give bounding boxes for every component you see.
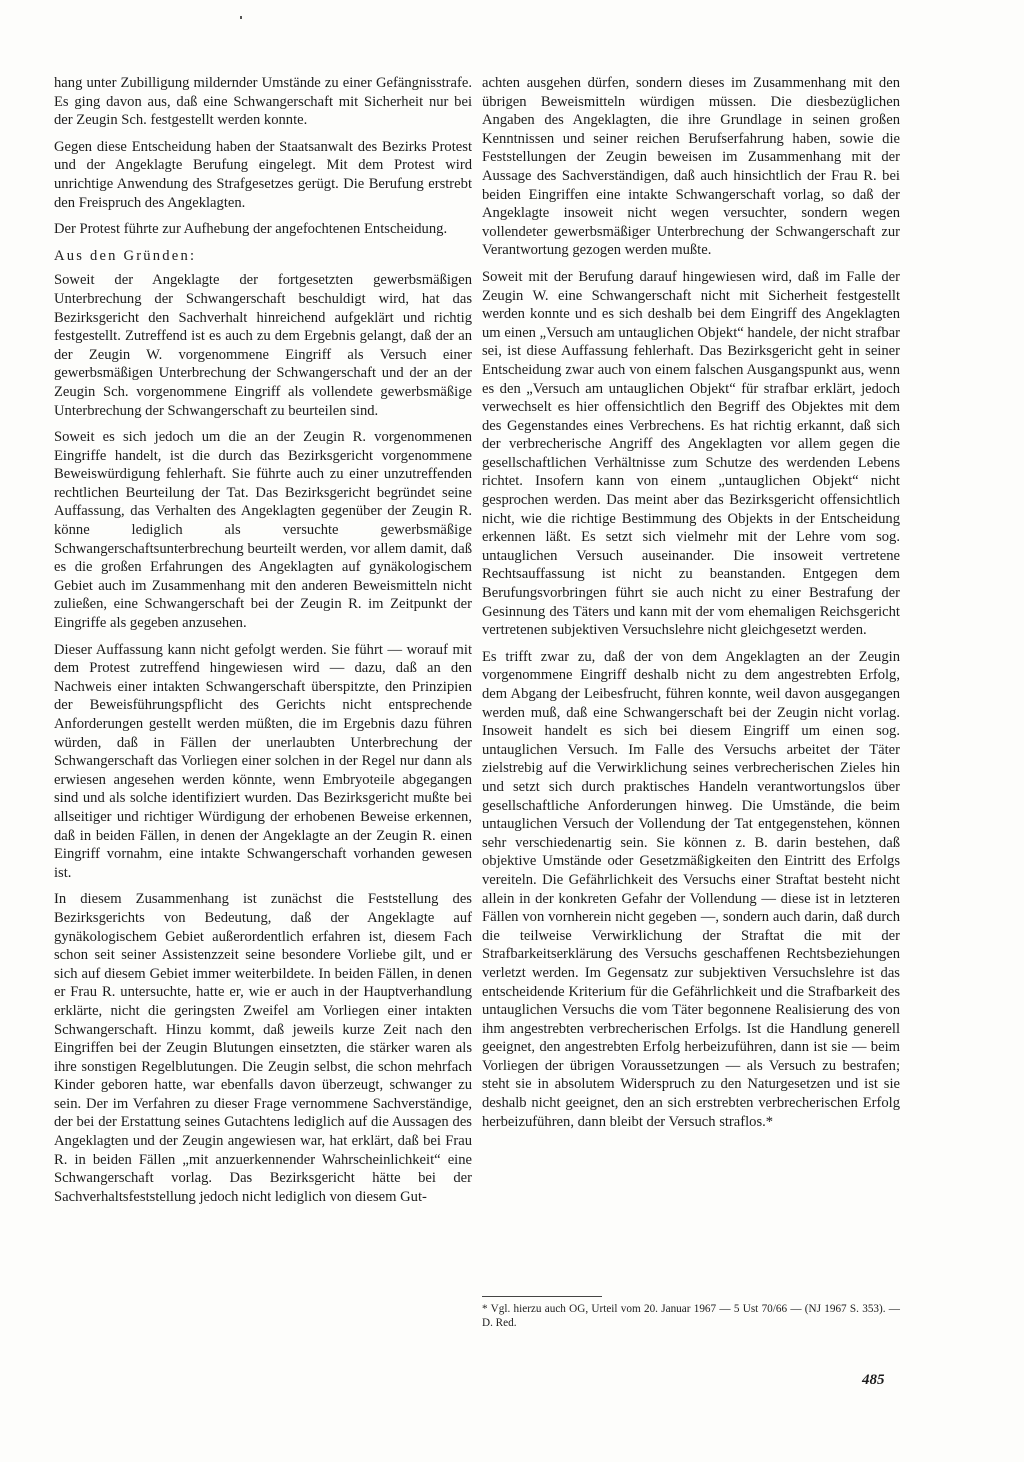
section-heading: Aus den Gründen: bbox=[54, 247, 197, 264]
paragraph: hang unter Zubilligung mildernder Umstände zu einer Gefängnisstrafe. Es ging davon aus, daß eine Schwangerschaft mit Sicherheit nur bei der Zeugin Sch. festgestellt werden konnte. bbox=[54, 75, 472, 129]
footnote: * Vgl. hierzu auch OG, Urteil vom 20. Januar 1967 — 5 Ust 70/66 — (NJ 1967 S. 353). — D. Red. bbox=[482, 1303, 900, 1329]
footnote-divider bbox=[482, 1296, 602, 1297]
paragraph: Der Protest führte zur Aufhebung der angefochtenen Entscheidung. bbox=[54, 221, 448, 238]
paragraph: achten ausgehen dürfen, sondern dieses im Zusammenhang mit den übrigen Beweismitteln würdigen müssen. Die diesbezüglichen Angaben des Angeklagten, die ihre Grundlage in seinen großen Kenntnissen und seiner reichen Berufserfahrung haben, sowie die Feststellungen der Zeugin beweisen im Zusammenhang mit der Aussage des Sachverständigen, daß auch hinsichtlich der Frau R. bei beiden Eingriffen eine intakte Schwangerschaft vorlag, so daß der Angeklagte insoweit nicht wegen versuchter, sondern wegen vollendeter gewerbsmäßiger Unterbrechung der Schwangerschaft zur Verantwortung gezogen werden mußte. bbox=[482, 75, 900, 259]
print-speck bbox=[240, 16, 242, 19]
paragraph: In diesem Zusammenhang ist zunächst die Feststellung des Bezirksgerichts von Bedeutung, daß der Angeklagte auf gynäkologischem Gebiet außerordentlich erfahren ist, diesem Fach schon seit seiner Assistenzzeit seine besondere Vorliebe gilt, und er sich auf diesem Gebiet immer weiterbildete. In beiden Fällen, in denen er Frau R. untersuchte, hatte er, wie er auch in der Hauptverhandlung erklärte, nicht die geringsten Zweifel am Vorliegen einer intakten Schwangerschaft. Hinzu kommt, daß jeweils kurze Zeit nach den Eingriffen bei der Zeugin Blutungen einsetzten, die stärker waren als ihre sonstigen Regelblutungen. Die Zeugin selbst, die schon mehrfach Kinder geboren hatte, war ebenfalls davon überzeugt, schwanger zu sein. Der im Verfahren zu dieser Frage vernommene Sachverständige, der bei der Erstattung seines Gutachtens lediglich auf die Aussagen des Angeklagten und der Zeugin angewiesen war, hat erklärt, daß bei Frau R. in beiden Fällen „mit anzuerkennender Wahrscheinlichkeit“ eine Schwangerschaft vorlag. Das Bezirksgericht hätte bei der Sachverhaltsfeststellung jedoch nicht lediglich von diesem Gut- bbox=[54, 891, 472, 1205]
left-column bbox=[54, 74, 472, 1214]
paragraph: Soweit es sich jedoch um die an der Zeugin R. vorgenommenen Eingriffe handelt, ist die durch das Bezirksgericht vorgenommene Beweiswürdigung fehlerhaft. Sie führte auch zu einer unzutreffenden rechtlichen Beurteilung der Tat. Das Bezirksgericht begründet seine Auffassung, das Verhalten des Angeklagten gegenüber der Zeugin R. könne lediglich als versuchte gewerbsmäßige Schwangerschaftsunterbrechung beurteilt werden, vor allem damit, daß es die großen Erfahrungen des Angeklagten auf gynäkologischem Gebiet auch im Zusammenhang mit den anderen Beweismitteln nicht zuließen, eine Schwangerschaft bei der Zeugin R. im Zeitpunkt der Eingriffe als gegeben anzusehen. bbox=[54, 429, 472, 632]
paragraph: Dieser Auffassung kann nicht gefolgt werden. Sie führt — worauf mit dem Protest zutreffend hingewiesen wird — dazu, daß an den Nachweis einer intakten Schwangerschaft überspitzte, den Prinzipien der Beweisführungspflicht des Gerichts nicht entsprechende Anforderungen gestellt werden müßten, die im Ergebnis dazu führen würden, daß in Fällen der unerlaubten Unterbrechung der Schwangerschaft das Vorliegen einer solchen in der Regel nur dann als erwiesen angesehen werden könnte, wenn Embryoteile abgegangen sind und als solche identifiziert wurden. Das Bezirksgericht mußte bei allseitiger und richtiger Würdigung der erhobenen Beweise erkennen, daß in beiden Fällen, in denen der Angeklagte an der Zeugin R. einen Eingriff vornahm, eine intakte Schwangerschaft vorhanden gewesen ist. bbox=[54, 641, 472, 881]
paragraph: Soweit mit der Berufung darauf hingewiesen wird, daß im Falle der Zeugin W. eine Schwangerschaft nicht mit Sicherheit festgestellt werden konnte und es sich deshalb bei dem Eingriff des Angeklagten um einen „Versuch am untauglichen Objekt“ handele, der nicht strafbar sei, ist diese Auffassung fehlerhaft. Das Bezirksgericht geht in seiner Entscheidung zwar auch von einem falschen Ausgangspunkt aus, wenn es den „Versuch am untauglichen Objekt“ für strafbar erklärt, jedoch verwechselt es hier offensichtlich den Begriff des Objektes mit dem des Gegenstandes eines Verbrechens. Es hat richtig erkannt, daß sich der verbrecherische Angriff des Angeklagten vor allem gegen die gesellschaftlichen Verhältnisse zum Schutze des werdenden Lebens richtet. Insofern kann von einem „untauglichen Objekt“ nicht gesprochen werden. Das meint aber das Bezirksgericht offensichtlich nicht, wie die richtige Bestimmung des Objekts in der Entscheidung erkennen läßt. Es setzt sich vielmehr mit der Lehre vom sog. untauglichen Versuch auseinander. Die insoweit vertretene Rechtsauffassung ist nicht zu beanstanden. Entgegen dem Berufungsvorbringen führt sie auch nicht zu einer Bestrafung der Gesinnung des Täters und kann mit der vom ehemaligen Reichsgericht vertretenen subjektiven Versuchslehre nicht gleichgesetzt werden. bbox=[482, 268, 900, 639]
page-number: 485 bbox=[862, 1372, 885, 1388]
paragraph: Soweit der Angeklagte der fortgesetzten gewerbsmäßigen Unterbrechung der Schwangerschaft beschuldigt wird, hat das Bezirksgericht den Sachverhalt hinreichend aufgeklärt und richtig festgestellt. Zutreffend ist es auch zu dem Ergebnis gelangt, daß der an der Zeugin W. vorgenommene Eingriff als Versuch einer gewerbsmäßigen Unterbrechung der Schwangerschaft und der an der Zeugin Sch. vorgenommene Eingriff als vollendete gewerbsmäßige Unterbrechung der Schwangerschaft zu beurteilen sind. bbox=[54, 272, 472, 419]
right-column bbox=[482, 74, 900, 1139]
paragraph: Es trifft zwar zu, daß der von dem Angeklagten an der Zeugin vorgenommene Eingriff deshalb nicht zu dem angestrebten Erfolg, dem Abgang der Leibesfrucht, führen konnte, weil davon ausgegangen werden muß, daß eine Schwangerschaft bei der Zeugin nicht vorlag. Insoweit handelt es sich bei diesem Eingriff um einen sog. untauglichen Versuch. Im Falle des Versuchs arbeitet der Täter zielstrebig auf die Verwirklichung seines verbrecherischen Zieles hin und setzt sich durch praktisches Handeln verantwortungslos über gesellschaftliche Anforderungen hinweg. Die Umstände, die beim untauglichen Versuch der Vollendung der Tat entgegenstehen, können sehr verschiedenartig sein. Sie können z. B. darin bestehen, daß objektive Umstände oder Gesetzmäßigkeiten den Eintritt des Erfolgs vereiteln. Die Gefährlichkeit des Versuchs einer Straftat besteht nicht allein in der konkreten Gefahr der Vollendung — diese ist in letzteren Fällen von vornherein nicht gegeben —, sondern auch darin, daß durch die teilweise Verwirklichung der Straftat die mit der Strafbarkeitserklärung des Versuchs geschaffenen Rechtsbeziehungen verletzt werden. Im Gegensatz zur subjektiven Versuchslehre ist das entscheidende Kriterium für die Gefährlichkeit und die Strafbarkeit des untauglichen Versuchs die vom Täter begonnene Realisierung des von ihm angestrebten verbrecherischen Erfolgs. Ist die Handlung generell geeignet, den angestrebten Erfolg herbeizuführen, dann ist sie — beim Vorliegen der übrigen Voraussetzungen — als Versuch zu bestrafen; steht sie in absolutem Widerspruch zu den Naturgesetzen und ist sie deshalb nicht geeignet, den an sich erstrebten verbrecherischen Erfolg herbeizuführen, dann bleibt der Versuch straflos.* bbox=[482, 648, 900, 1130]
paragraph: Gegen diese Entscheidung haben der Staatsanwalt des Bezirks Protest und der Angeklagte Berufung eingelegt. Mit dem Protest wird unrichtige Anwendung des Strafgesetzes gerügt. Die Berufung erstrebt den Freispruch des Angeklagten. bbox=[54, 138, 472, 211]
